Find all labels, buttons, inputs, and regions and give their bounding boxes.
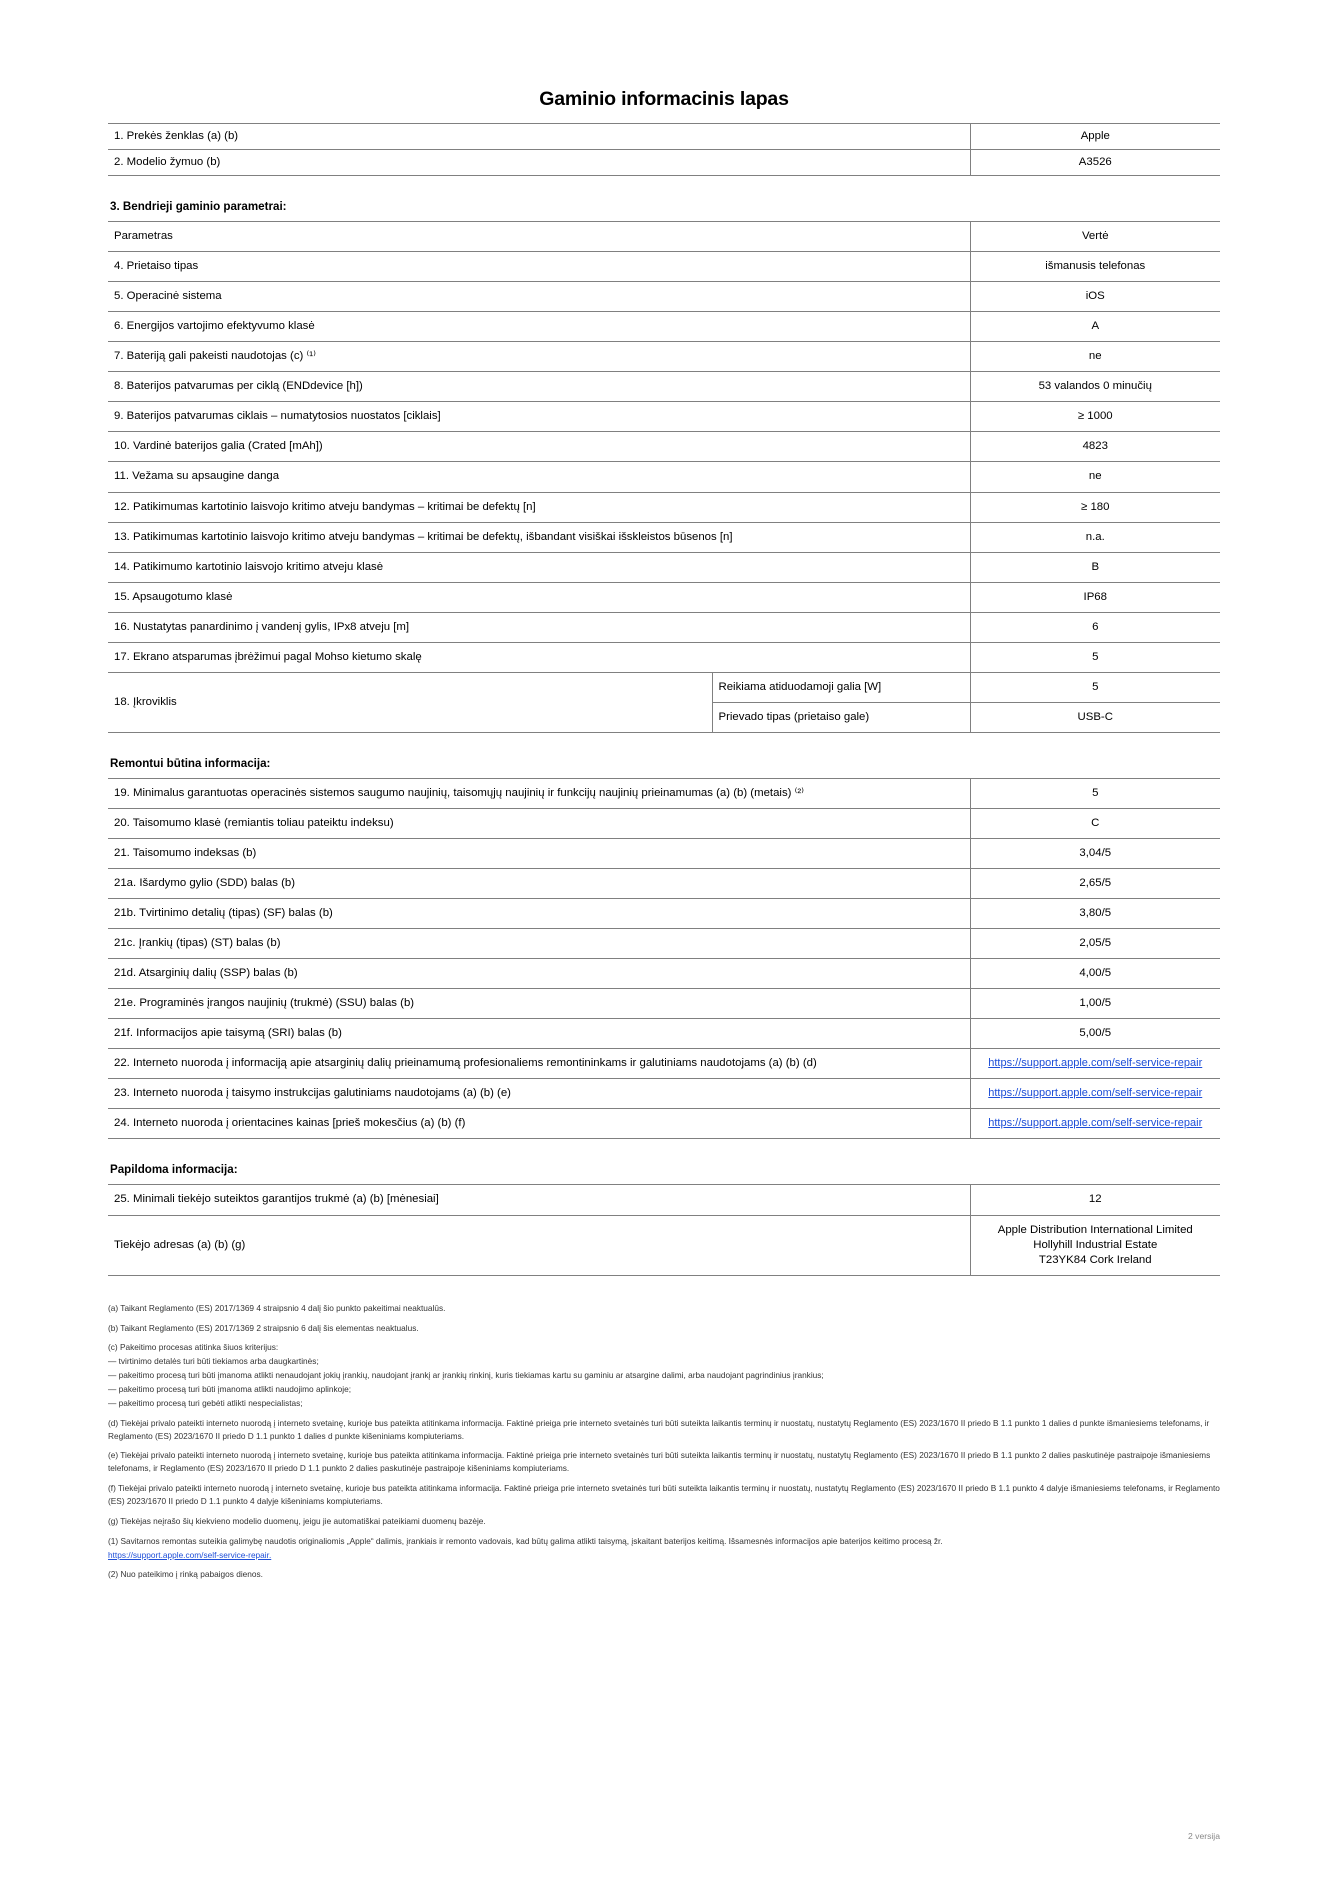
table-row: [108, 642, 1220, 672]
footnote-b: (b) Taikant Reglamento (ES) 2017/1369 2 straipsnio 6 dalį šis elementas neaktualus.: [108, 1322, 419, 1333]
row-label: 13. Patikimumas kartotinio laisvojo kritimo atveju bandymas – kritimai be defektų, išbandant visiškai išskleistos būsenos [n]: [108, 522, 970, 552]
row-value: [970, 1049, 1220, 1079]
footnote-c-item-4: — pakeitimo procesą turi gebėti atlikti nespecialistas;: [108, 1397, 303, 1408]
row-value: 6: [970, 612, 1220, 642]
general-parameters-table: [108, 221, 1220, 733]
row-label: 11. Vežama su apsaugine danga: [108, 462, 970, 492]
table-row: [108, 552, 1220, 582]
table-row: [108, 869, 1220, 899]
table-row: [108, 522, 1220, 552]
row-label: 25. Minimali tiekėjo suteiktos garantijos trukmė (a) (b) [mėnesiai]: [108, 1185, 970, 1215]
row-value: 2,05/5: [970, 929, 1220, 959]
row-label: 21a. Išardymo gylio (SDD) balas (b): [108, 869, 970, 899]
row-value: 3,80/5: [970, 899, 1220, 929]
row-label: 1. Prekės ženklas (a) (b): [108, 124, 970, 150]
row-label: 23. Interneto nuoroda į taisymo instrukcijas galutiniams naudotojams (a) (b) (e): [108, 1079, 970, 1109]
table-row: [108, 252, 1220, 282]
table-row: [108, 582, 1220, 612]
indicative-prices-link[interactable]: https://support.apple.com/self-service-repair: [988, 1117, 1203, 1130]
section-heading-general: 3. Bendrieji gaminio parametrai:: [110, 200, 287, 214]
row-label: 7. Bateriją gali pakeisti naudotojas (c) ⁽¹⁾: [108, 342, 970, 372]
table-row: [108, 1019, 1220, 1049]
row-label: 8. Baterijos patvarumas per ciklą (ENDdevice [h]): [108, 372, 970, 402]
row-value: 5: [970, 672, 1220, 702]
table-row: [108, 1109, 1220, 1139]
table-row: [108, 150, 1220, 176]
table-row: [108, 282, 1220, 312]
row-value: A3526: [970, 150, 1220, 176]
footnote-f: (f) Tiekėjai privalo pateikti interneto nuorodą į interneto svetainę, kurioje bus pateikta atitinkama informacija. Faktinė prieiga prie interneto svetainės turi būti suteikta laikantis terminų ir nuostatų, nustatytų Reglamento (ES) 2023/1670 II priedo B 1.1 punkto 4 dalyje išmaniesiems telefonams, ir Reglamento (ES) 2023/1670 II priedo D 1.1 punkto 4 dalyje kišeniniams kompiuteriams.: [108, 1483, 1220, 1506]
table-row: [108, 1079, 1220, 1109]
table-row: [108, 312, 1220, 342]
spare-parts-link[interactable]: https://support.apple.com/self-service-repair: [988, 1057, 1203, 1070]
row-label: 21e. Programinės įrangos naujinių (trukmė) (SSU) balas (b): [108, 989, 970, 1019]
row-value: n.a.: [970, 522, 1220, 552]
row-value: A: [970, 312, 1220, 342]
row-value: ≥ 180: [970, 492, 1220, 522]
table-row: [108, 808, 1220, 838]
row-label: 15. Apsaugotumo klasė: [108, 582, 970, 612]
row-value: 1,00/5: [970, 989, 1220, 1019]
table-row: [108, 959, 1220, 989]
footnote-g: (g) Tiekėjas neįrašo šių kiekvieno modelio duomenų, jeigu jie automatiškai pateikiami duomenų bazėje.: [108, 1515, 486, 1526]
row-label: Tiekėjo adresas (a) (b) (g): [108, 1215, 970, 1275]
row-value: Apple: [970, 124, 1220, 150]
column-header-value: Vertė: [970, 222, 1220, 252]
table-row: [108, 612, 1220, 642]
row-label: 21b. Tvirtinimo detalių (tipas) (SF) balas (b): [108, 899, 970, 929]
charger-sub-label: Reikiama atiduodamoji galia [W]: [712, 672, 970, 702]
footnote-c-head: (c) Pakeitimo procesas atitinka šiuos kriterijus:: [108, 1342, 279, 1353]
page-title: Gaminio informacinis lapas: [539, 88, 789, 110]
row-label: 21d. Atsarginių dalių (SSP) balas (b): [108, 959, 970, 989]
row-value: 53 valandos 0 minučių: [970, 372, 1220, 402]
table-row: [108, 838, 1220, 868]
row-value: 3,04/5: [970, 838, 1220, 868]
row-value: 4,00/5: [970, 959, 1220, 989]
column-header-parameter: Parametras: [108, 222, 970, 252]
charger-sub-label: Prievado tipas (prietaiso gale): [712, 702, 970, 732]
table-row: [108, 899, 1220, 929]
table-row: [108, 929, 1220, 959]
table-row: [108, 372, 1220, 402]
row-label: 21f. Informacijos apie taisymą (SRI) balas (b): [108, 1019, 970, 1049]
version-label: 2 versija: [1188, 1831, 1220, 1841]
footnote-a: (a) Taikant Reglamento (ES) 2017/1369 4 straipsnio 4 dalį šio punkto pakeitimai neaktualūs.: [108, 1302, 446, 1313]
footnote-2: (2) Nuo pateikimo į rinką pabaigos dienos.: [108, 1569, 263, 1580]
row-value: ne: [970, 462, 1220, 492]
table-header-row: [108, 222, 1220, 252]
row-label: 16. Nustatytas panardinimo į vandenį gylis, IPx8 atveju [m]: [108, 612, 970, 642]
row-label: 22. Interneto nuoroda į informaciją apie atsarginių dalių prieinamumą profesionaliems remontininkams ir galutiniams naudotojams (a) (b) (d): [108, 1049, 970, 1079]
row-label: 4. Prietaiso tipas: [108, 252, 970, 282]
footnote-e: (e) Tiekėjai privalo pateikti interneto nuorodą į interneto svetainę, kurioje bus pateikta atitinkama informacija. Faktinė prieiga prie interneto svetainės turi būti suteikta laikantis terminų ir nuostatų, nustatytų Reglamento (ES) 2023/1670 II priedo B 1.1 punkto 2 dalies paskutinėje pastraipoje išmaniesiems telefonams, ir Reglamento (ES) 2023/1670 II priedo D 1.1 punkto 2 dalies paskutinėje pastraipoje kišeniniams kompiuteriams.: [108, 1450, 1211, 1474]
row-label: 6. Energijos vartojimo efektyvumo klasė: [108, 312, 970, 342]
row-label: 21c. Įrankių (tipas) (ST) balas (b): [108, 929, 970, 959]
footnote-1: (1) Savitarnos remontas suteikia galimybę naudotis originaliomis „Apple“ dalimis, įrankiais ir remonto vadovais, kad būtų galima atlikti taisymą, įskaitant baterijos keitimą. Išsamesnės informacijos apie baterijos keitimo procesą žr.: [108, 1535, 943, 1546]
table-row: [108, 989, 1220, 1019]
address-line: T23YK84 Cork Ireland: [1038, 1253, 1152, 1266]
additional-information-table: [108, 1184, 1220, 1275]
row-value: USB-C: [970, 702, 1220, 732]
row-value: B: [970, 552, 1220, 582]
table-row: [108, 432, 1220, 462]
supplier-address-value: [970, 1215, 1220, 1275]
table-row: [108, 402, 1220, 432]
row-label: 9. Baterijos patvarumas ciklais – numatytosios nuostatos [ciklais]: [108, 402, 970, 432]
table-row: [108, 462, 1220, 492]
row-value: [970, 1109, 1220, 1139]
row-value: [970, 1079, 1220, 1109]
row-label: 18. Įkroviklis: [108, 672, 712, 732]
row-value: 2,65/5: [970, 869, 1220, 899]
table-row-supplier-address: [108, 1215, 1220, 1275]
row-value: IP68: [970, 582, 1220, 612]
table-row: [108, 124, 1220, 150]
row-label: 21. Taisomumo indeksas (b): [108, 838, 970, 868]
repair-instructions-link[interactable]: https://support.apple.com/self-service-repair: [988, 1087, 1203, 1100]
row-label: 2. Modelio žymuo (b): [108, 150, 970, 176]
table-row: [108, 778, 1220, 808]
table-row: [108, 492, 1220, 522]
row-value: iOS: [970, 282, 1220, 312]
identification-table: [108, 123, 1220, 176]
row-value: ne: [970, 342, 1220, 372]
table-row-charger: [108, 672, 1220, 702]
footnote-c-item-2: — pakeitimo procesą turi būti įmanoma atlikti nenaudojant jokių įrankių, naudojant įrankį ar įrankių rinkinį, kuris tiekiamas kartu su gaminiu ar atsargine dalimi, arba naudojant pagrindinius įrankius;: [108, 1370, 824, 1381]
row-value: 5,00/5: [970, 1019, 1220, 1049]
row-label: 14. Patikimumo kartotinio laisvojo kritimo atveju klasė: [108, 552, 970, 582]
section-heading-additional: Papildoma informacija:: [110, 1163, 238, 1177]
footnotes: [108, 1302, 1220, 1582]
row-value: išmanusis telefonas: [970, 252, 1220, 282]
row-label: 12. Patikimumas kartotinio laisvojo kritimo atveju bandymas – kritimai be defektų [n]: [108, 492, 970, 522]
repair-information-table: [108, 778, 1220, 1140]
row-label: 20. Taisomumo klasė (remiantis toliau pateiktu indeksu): [108, 808, 970, 838]
footnote-1-link: [108, 1549, 1220, 1562]
row-label: 19. Minimalus garantuotas operacinės sistemos saugumo naujinių, taisomųjų naujinių ir funkcijų naujinių prieinamumas (a) (b) (metais) ⁽²⁾: [108, 778, 970, 808]
row-value: 5: [970, 642, 1220, 672]
row-value: 4823: [970, 432, 1220, 462]
table-row: [108, 1185, 1220, 1215]
footnote-d: (d) Tiekėjai privalo pateikti interneto nuorodą į interneto svetainę, kurioje bus pateikta atitinkama informacija. Faktinė prieiga prie interneto svetainės turi būti suteikta laikantis terminų ir nuostatų, nustatytų Reglamento (ES) 2023/1670 II priedo B 1.1 punkto 1 dalies d punkte išmaniesiems telefonams, ir Reglamento (ES) 2023/1670 II priedo D 1.1 punkto 1 dalies d punkte kišeniniams kompiuteriams.: [108, 1417, 1210, 1441]
row-value: ≥ 1000: [970, 402, 1220, 432]
row-value: 5: [970, 778, 1220, 808]
section-heading-repair: Remontui būtina informacija:: [110, 756, 271, 770]
row-label: 5. Operacinė sistema: [108, 282, 970, 312]
table-row: [108, 1049, 1220, 1079]
footnote-c-item-1: — tvirtinimo detalės turi būti tiekiamos arba daugkartinės;: [108, 1356, 319, 1367]
table-row: [108, 342, 1220, 372]
address-line: Hollyhill Industrial Estate: [1033, 1238, 1158, 1251]
row-value: C: [970, 808, 1220, 838]
row-value: 12: [970, 1185, 1220, 1215]
row-label: 17. Ekrano atsparumas įbrėžimui pagal Mohso kietumo skalę: [108, 642, 970, 672]
row-label: 10. Vardinė baterijos galia (Crated [mAh]): [108, 432, 970, 462]
footnote-c-item-3: — pakeitimo procesą turi būti įmanoma atlikti naudojimo aplinkoje;: [108, 1383, 352, 1394]
row-label: 24. Interneto nuoroda į orientacines kainas [prieš mokesčius (a) (b) (f): [108, 1109, 970, 1139]
self-service-repair-link[interactable]: https://support.apple.com/self-service-repair.: [108, 1549, 272, 1560]
address-line: Apple Distribution International Limited: [997, 1223, 1193, 1236]
